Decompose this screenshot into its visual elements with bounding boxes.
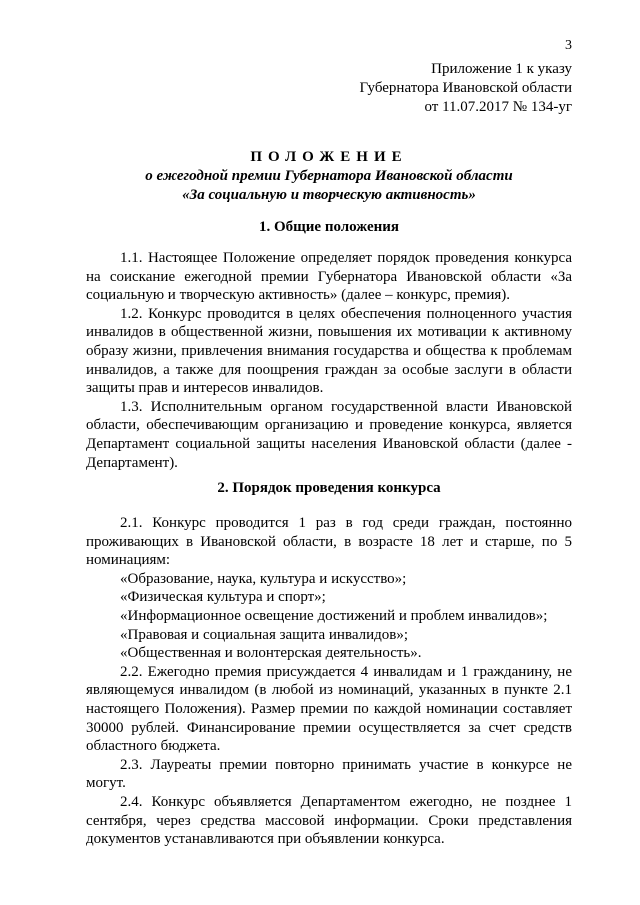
annex-line-1: Приложение 1 к указу [431, 61, 572, 77]
paragraph-1-1: 1.1. Настоящее Положение определяет порядок проведения конкурса на соискание ежегодной премии Губернатора Ивановской области «За социальную и творческую активность» (далее – конкурс, премия). [86, 250, 572, 304]
page-number: 3 [565, 38, 572, 53]
paragraph-1-2: 1.2. Конкурс проводится в целях обеспечения полноценного участия инвалидов в общественной жизни, повышения их мотивации к активному образу жизни, привлечения внимания государства и общества к проблемам инвалидов, а также для поощрения граждан за особые заслуги в области защиты прав и интересов инвалидов. [86, 305, 572, 397]
nomination-item: «Правовая и социальная защита инвалидов»; [120, 626, 409, 643]
section-1-heading: 1. Общие положения [258, 219, 400, 235]
section-1-body [86, 249, 572, 472]
nomination-item: «Информационное освещение достижений и проблем инвалидов»; [120, 607, 548, 624]
title-subtitle-1: о ежегодной премии Губернатора Ивановской области [145, 168, 513, 184]
nomination-item: «Физическая культура и спорт»; [120, 589, 326, 606]
paragraph-2-3: 2.3. Лауреаты премии повторно принимать участие в конкурсе не могут. [86, 756, 572, 792]
nomination-item: «Общественная и волонтерская деятельность». [120, 645, 422, 662]
paragraph-2-2: 2.2. Ежегодно премия присуждается 4 инвалидам и 1 гражданину, не являющемуся инвалидом (в любой из номинаций, указанных в пункте 2.1 настоящего Положения). Размер премии по каждой номинации составляет 30000 рублей. Финансирование премии осуществляется за счет средств областного бюджета. [86, 663, 572, 755]
document-title [86, 148, 572, 205]
section-2-body [86, 514, 572, 849]
annex-reference [359, 60, 572, 117]
annex-line-2: Губернатора Ивановской области [359, 80, 572, 96]
annex-line-3: от 11.07.2017 № 134-уг [424, 99, 572, 115]
section-2-heading: 2. Порядок проведения конкурса [217, 480, 441, 496]
title-subtitle-2: «За социальную и творческую активность» [182, 187, 476, 203]
nomination-item: «Образование, наука, культура и искусство»; [120, 570, 407, 587]
paragraph-2-4: 2.4. Конкурс объявляется Департаментом ежегодно, не позднее 1 сентября, через средства массовой информации. Сроки представления документов устанавливаются при объявлении конкурса. [86, 793, 572, 848]
paragraph-2-1: 2.1. Конкурс проводится 1 раз в год среди граждан, постоянно проживающих в Ивановской области, в возрасте 18 лет и старше, по 5 номинациям: [86, 515, 572, 569]
title-main: ПОЛОЖЕНИЕ [250, 149, 408, 165]
paragraph-1-3: 1.3. Исполнительным органом государственной власти Ивановской области, обеспечивающим организацию и проведение конкурса, является Департамент социальной защиты населения Ивановской области (далее - Департамент). [86, 398, 572, 471]
